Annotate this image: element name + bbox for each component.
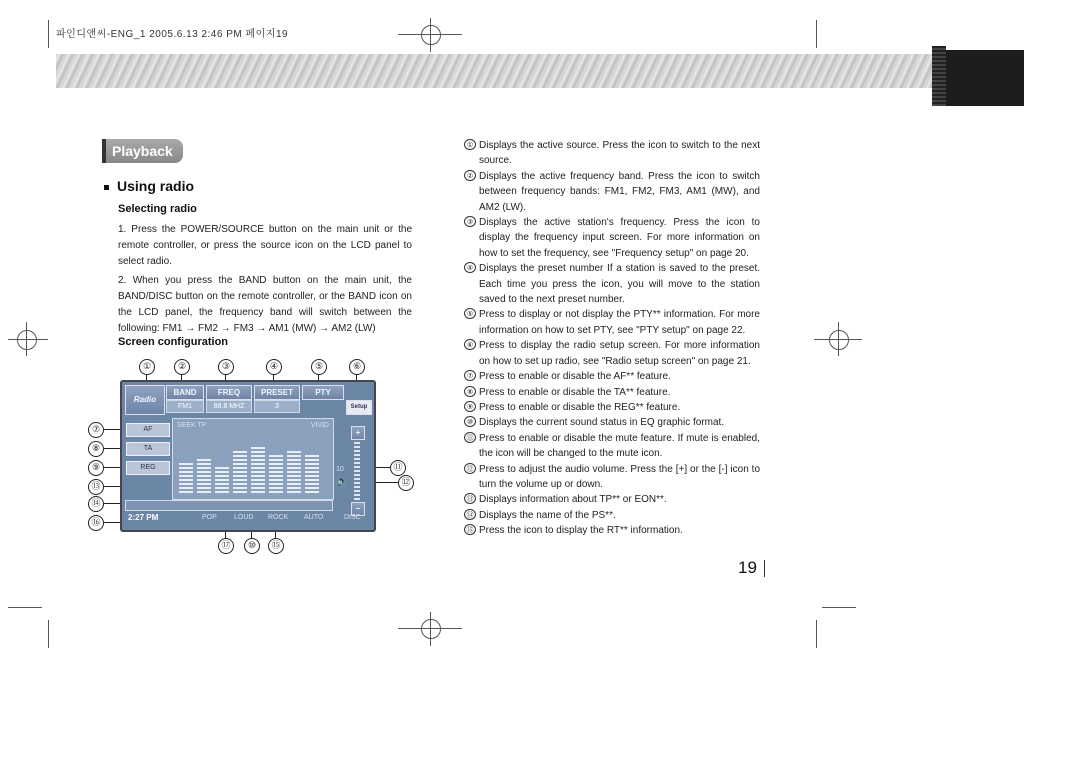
item-text: Press the icon to display the RT** information. [479, 525, 683, 537]
item-number: ⑥ [464, 339, 476, 350]
screen-configuration-heading: Screen configuration [118, 336, 229, 348]
callout: ② [174, 359, 190, 375]
source-icon-button[interactable] [125, 385, 165, 415]
crop-mark [822, 607, 856, 608]
eq-graphic-panel [172, 418, 334, 500]
section-title [104, 178, 194, 194]
item-text: Press to enable or disable the mute feature. If mute is enabled, the icon will be changed to the mute icon. [479, 432, 760, 460]
item-number: ⑮ [464, 524, 476, 535]
list-item [464, 385, 760, 400]
item-number: ① [464, 139, 476, 150]
eq-bar [251, 445, 265, 493]
disc-button[interactable]: DISC [344, 514, 361, 521]
callout: ⑪ [390, 460, 406, 476]
af-button[interactable]: AF [126, 423, 170, 437]
section-title-text: Using radio [117, 178, 195, 194]
callout: ④ [266, 359, 282, 375]
clock: 2:27 PM [128, 513, 159, 522]
volume-slider[interactable] [354, 442, 360, 500]
list-item [464, 215, 760, 261]
item-number: ⑫ [464, 463, 476, 474]
selecting-radio-heading: Selecting radio [118, 203, 197, 215]
registration-mark [829, 330, 849, 350]
registration-mark [421, 25, 441, 45]
item-text: Press to enable or disable the AF** feature. [479, 371, 671, 383]
list-item [464, 523, 760, 538]
callout: ⑬ [88, 479, 104, 495]
callout: ⑩ [244, 538, 260, 554]
eq-bar [179, 463, 193, 493]
item-text: Displays the name of the PS**. [479, 509, 616, 521]
registration-mark [421, 619, 441, 639]
page-number: 19 [738, 558, 757, 577]
callout: ⑯ [88, 515, 104, 531]
item-text: Displays information about TP** or EON**. [479, 494, 667, 506]
item-number: ⑦ [464, 370, 476, 381]
item-number: ⑩ [464, 416, 476, 427]
bullet-icon [104, 185, 109, 190]
setup-button[interactable]: Setup [346, 400, 372, 415]
item-text: Displays the active frequency band. Press the icon to switch between frequency bands: FM1, FM2, FM3, AM1 (MW), and AM2 (LW). [479, 170, 760, 213]
item-text: Displays the current sound status in EQ graphic format. [479, 417, 725, 429]
item-number: ⑬ [464, 493, 476, 504]
callout: ⑦ [88, 422, 104, 438]
page-banner-tab [932, 50, 1024, 106]
callout: ⑥ [349, 359, 365, 375]
eq-bar [215, 465, 229, 493]
item-number: ⑧ [464, 386, 476, 397]
eq-bar [305, 455, 319, 493]
item-text: Press to display the radio setup screen. For more information on how to set up radio, see "Radio setup screen" on page 21. [479, 340, 760, 367]
item-text: Press to display or not display the PTY** information. For more information on how to set PTY, see "PTY setup" on page 22. [479, 309, 760, 336]
callout: ③ [218, 359, 234, 375]
step-item: 2. When you press the BAND button on the main unit, the BAND/DISC button on the remote controller, or the BAND icon on the LCD panel, the frequency band will switch between the following: FM1 → FM2 → FM3 → AM1 (MW) → AM2 (LW) [118, 274, 412, 335]
callout: ⑤ [311, 359, 327, 375]
list-item [464, 169, 760, 215]
item-number: ⑤ [464, 308, 476, 319]
eq-pop-button[interactable]: POP [202, 514, 217, 521]
list-item [464, 400, 760, 415]
item-text: Displays the preset number If a station is saved to the preset. Each time you press the icon, you will move to the station saved to the next preset number. [479, 263, 760, 306]
page-banner [56, 54, 934, 88]
screen-diagram [86, 355, 416, 565]
eq-bar [287, 449, 301, 493]
item-number: ⑨ [464, 401, 476, 412]
item-number: ⑪ [464, 432, 476, 443]
list-item [464, 492, 760, 507]
item-text: Displays the active station's frequency. Press the icon to display the frequency input screen. For more information on how to set the frequency, see "Frequency setup" on page 20. [479, 217, 760, 259]
frequency-value: 88.8 MHZ [206, 400, 252, 413]
list-item [464, 462, 760, 493]
callout: ⑫ [398, 475, 414, 491]
ta-button[interactable]: TA [126, 442, 170, 456]
eq-bar [197, 459, 211, 493]
crop-mark [8, 607, 42, 608]
ps-name-bar [125, 500, 333, 511]
callout: ① [139, 359, 155, 375]
step-item: 1. Press the POWER/SOURCE button on the main unit or the remote controller, or press the source icon on the LCD panel to select radio. [118, 224, 412, 268]
section-tab: Playback [102, 139, 183, 163]
eq-rock-button[interactable]: ROCK [268, 514, 289, 521]
item-text: Press to adjust the audio volume. Press the [+] or the [-] icon to turn the volume up or down. [479, 463, 760, 490]
volume-up-button[interactable]: + [351, 426, 365, 440]
callout: ⑧ [88, 441, 104, 457]
item-number: ④ [464, 262, 476, 273]
crop-mark [816, 20, 817, 48]
eq-bar [269, 453, 283, 493]
list-item [464, 415, 760, 430]
eq-bar [233, 449, 247, 493]
pty-button[interactable]: PTY [302, 385, 344, 400]
description-list [464, 138, 760, 539]
selecting-radio-steps [118, 222, 412, 337]
list-item [464, 369, 760, 384]
callout: ⑭ [88, 496, 104, 512]
tp-eon-label: SEEK TP [177, 422, 207, 429]
list-item [464, 261, 760, 307]
preset-value: 3 [254, 400, 300, 413]
item-text: Press to enable or disable the REG** feature. [479, 401, 681, 413]
preset-button[interactable]: PRESET [254, 385, 300, 400]
registration-mark [17, 330, 37, 350]
eq-auto-button[interactable]: AUTO [304, 514, 324, 521]
item-number: ③ [464, 216, 476, 227]
radio-lcd-screen [120, 380, 376, 532]
band-value: FM1 [166, 400, 204, 413]
mute-icon[interactable]: 🔈 [336, 476, 349, 487]
item-text: Displays the active source. Press the icon to switch to the next source. [479, 140, 760, 167]
list-item [464, 338, 760, 369]
reg-button[interactable]: REG [126, 461, 170, 475]
item-number: ⑭ [464, 509, 476, 520]
crop-mark [816, 620, 817, 648]
eq-loud-button[interactable]: LOUD [234, 514, 254, 521]
callout: ⑨ [88, 460, 104, 476]
eq-preset-label: VIVID [310, 422, 329, 429]
callout: ⑰ [218, 538, 234, 554]
item-number: ② [464, 170, 476, 181]
callout: ⑮ [268, 538, 284, 554]
crop-mark [48, 620, 49, 648]
list-item [464, 431, 760, 462]
list-item [464, 307, 760, 338]
print-header: 파인디앤씨-ENG_1 2005.6.13 2:46 PM 페이지19 [56, 29, 289, 40]
crop-mark [48, 20, 49, 48]
list-item [464, 508, 760, 523]
band-button[interactable]: BAND [166, 385, 204, 400]
volume-down-button[interactable]: − [351, 502, 365, 516]
freq-button[interactable]: FREQ [206, 385, 252, 400]
list-item [464, 138, 760, 169]
source-label: Radio [133, 395, 157, 404]
volume-value: 10 [336, 466, 344, 473]
item-text: Press to enable or disable the TA** feature. [479, 386, 671, 398]
